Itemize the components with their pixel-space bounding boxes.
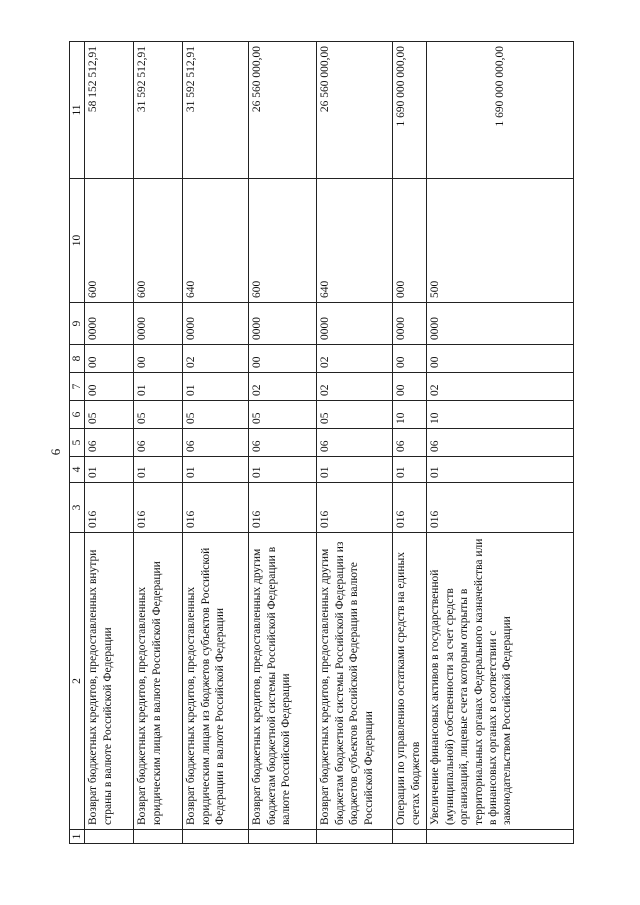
code-cell: 06 (183, 429, 249, 457)
admin-code-cell: 016 (317, 483, 393, 533)
code-cell: 05 (249, 401, 317, 429)
code-cell: 02 (427, 373, 574, 401)
column-header: 7 (70, 373, 85, 401)
code-cell: 06 (317, 429, 393, 457)
table-row (393, 42, 427, 844)
code-cell: 0000 (134, 303, 183, 345)
code-cell: 00 (249, 345, 317, 373)
row-name-cell: Возврат бюджетных кредитов, предоставленных другим бюджетам бюджетной системы Российской Федерации в валюте Российской Федерации (249, 533, 317, 830)
row-name-cell: Возврат бюджетных кредитов, предоставленных другим бюджетам бюджетной системы Российской Федерации из бюджетов субъектов Российской Федерации в валюте Российской Федерации (317, 533, 393, 830)
admin-code-cell: 016 (134, 483, 183, 533)
code-cell: 0000 (183, 303, 249, 345)
code-cell: 01 (249, 457, 317, 483)
column-header: 1 (70, 830, 85, 844)
table-row (134, 42, 183, 844)
code-cell: 0000 (317, 303, 393, 345)
code-cell: 0000 (249, 303, 317, 345)
rotated-page-content (69, 42, 574, 844)
amount-cell: 26 560 000,00 (317, 42, 393, 179)
code-cell: 06 (85, 429, 134, 457)
code-cell: 02 (317, 373, 393, 401)
code-cell: 05 (317, 401, 393, 429)
code-cell: 02 (249, 373, 317, 401)
amount-cell: 31 592 512,91 (183, 42, 249, 179)
admin-code-cell: 016 (249, 483, 317, 533)
column-header: 5 (70, 429, 85, 457)
code-cell: 10 (427, 401, 574, 429)
code-cell: 10 (393, 401, 427, 429)
column-header: 4 (70, 457, 85, 483)
code-cell: 01 (183, 457, 249, 483)
table-row (249, 42, 317, 844)
code-cell: 600 (249, 179, 317, 303)
code-cell: 00 (134, 345, 183, 373)
row-number-cell (134, 830, 183, 844)
code-cell: 01 (393, 457, 427, 483)
code-cell: 640 (317, 179, 393, 303)
amount-cell: 58 152 512,91 (85, 42, 134, 179)
table-row (427, 42, 574, 844)
code-cell: 00 (393, 345, 427, 373)
code-cell: 02 (183, 345, 249, 373)
code-cell: 06 (134, 429, 183, 457)
row-name-cell: Возврат бюджетных кредитов, предоставленных юридическим лицам в валюте Российской Федерации (134, 533, 183, 830)
code-cell: 01 (134, 373, 183, 401)
code-cell: 00 (427, 345, 574, 373)
code-cell: 01 (317, 457, 393, 483)
code-cell: 0000 (85, 303, 134, 345)
code-cell: 01 (183, 373, 249, 401)
amount-cell: 26 560 000,00 (249, 42, 317, 179)
code-cell: 05 (85, 401, 134, 429)
row-name-cell: Возврат бюджетных кредитов, предоставленных юридическим лицам из бюджетов субъектов Российской Федерации в валюте Российской Федерации (183, 533, 249, 830)
code-cell: 01 (427, 457, 574, 483)
code-cell: 06 (427, 429, 574, 457)
code-cell: 00 (393, 373, 427, 401)
row-name-cell: Возврат бюджетных кредитов, предоставленных внутри страны в валюте Российской Федерации (85, 533, 134, 830)
code-cell: 0000 (427, 303, 574, 345)
row-number-cell (85, 830, 134, 844)
admin-code-cell: 016 (427, 483, 574, 533)
page-number: 6 (48, 448, 63, 456)
column-header: 11 (70, 42, 85, 179)
code-cell: 06 (249, 429, 317, 457)
code-cell: 600 (134, 179, 183, 303)
amount-cell: 1 690 000 000,00 (393, 42, 427, 179)
row-number-cell (183, 830, 249, 844)
code-cell: 05 (183, 401, 249, 429)
code-cell: 06 (393, 429, 427, 457)
amount-cell: 1 690 000 000,00 (427, 42, 574, 179)
code-cell: 00 (85, 373, 134, 401)
table-row (317, 42, 393, 844)
table-header-row (70, 42, 85, 844)
row-number-cell (249, 830, 317, 844)
table-row (85, 42, 134, 844)
row-number-cell (317, 830, 393, 844)
code-cell: 00 (85, 345, 134, 373)
code-cell: 01 (85, 457, 134, 483)
code-cell: 05 (134, 401, 183, 429)
admin-code-cell: 016 (393, 483, 427, 533)
row-name-cell: Увеличение финансовых активов в государственной (муниципальной) собственности за счет средств организаций, лицевые счета которым открыты в территориальных органах Федерального казначейства или в финансовых органах в соответствии с законодательством Российской Федерации (427, 533, 574, 830)
row-name-cell: Операции по управлению остатками средств на единых счетах бюджетов (393, 533, 427, 830)
column-header: 2 (70, 533, 85, 830)
column-header: 8 (70, 345, 85, 373)
budget-table (69, 41, 574, 844)
row-number-cell (427, 830, 574, 844)
code-cell: 0000 (393, 303, 427, 345)
column-header: 3 (70, 483, 85, 533)
code-cell: 02 (317, 345, 393, 373)
column-header: 6 (70, 401, 85, 429)
code-cell: 01 (134, 457, 183, 483)
column-header: 10 (70, 179, 85, 303)
amount-cell: 31 592 512,91 (134, 42, 183, 179)
admin-code-cell: 016 (183, 483, 249, 533)
row-number-cell (393, 830, 427, 844)
admin-code-cell: 016 (85, 483, 134, 533)
code-cell: 500 (427, 179, 574, 303)
code-cell: 640 (183, 179, 249, 303)
code-cell: 000 (393, 179, 427, 303)
code-cell: 600 (85, 179, 134, 303)
column-header: 9 (70, 303, 85, 345)
table-row (183, 42, 249, 844)
